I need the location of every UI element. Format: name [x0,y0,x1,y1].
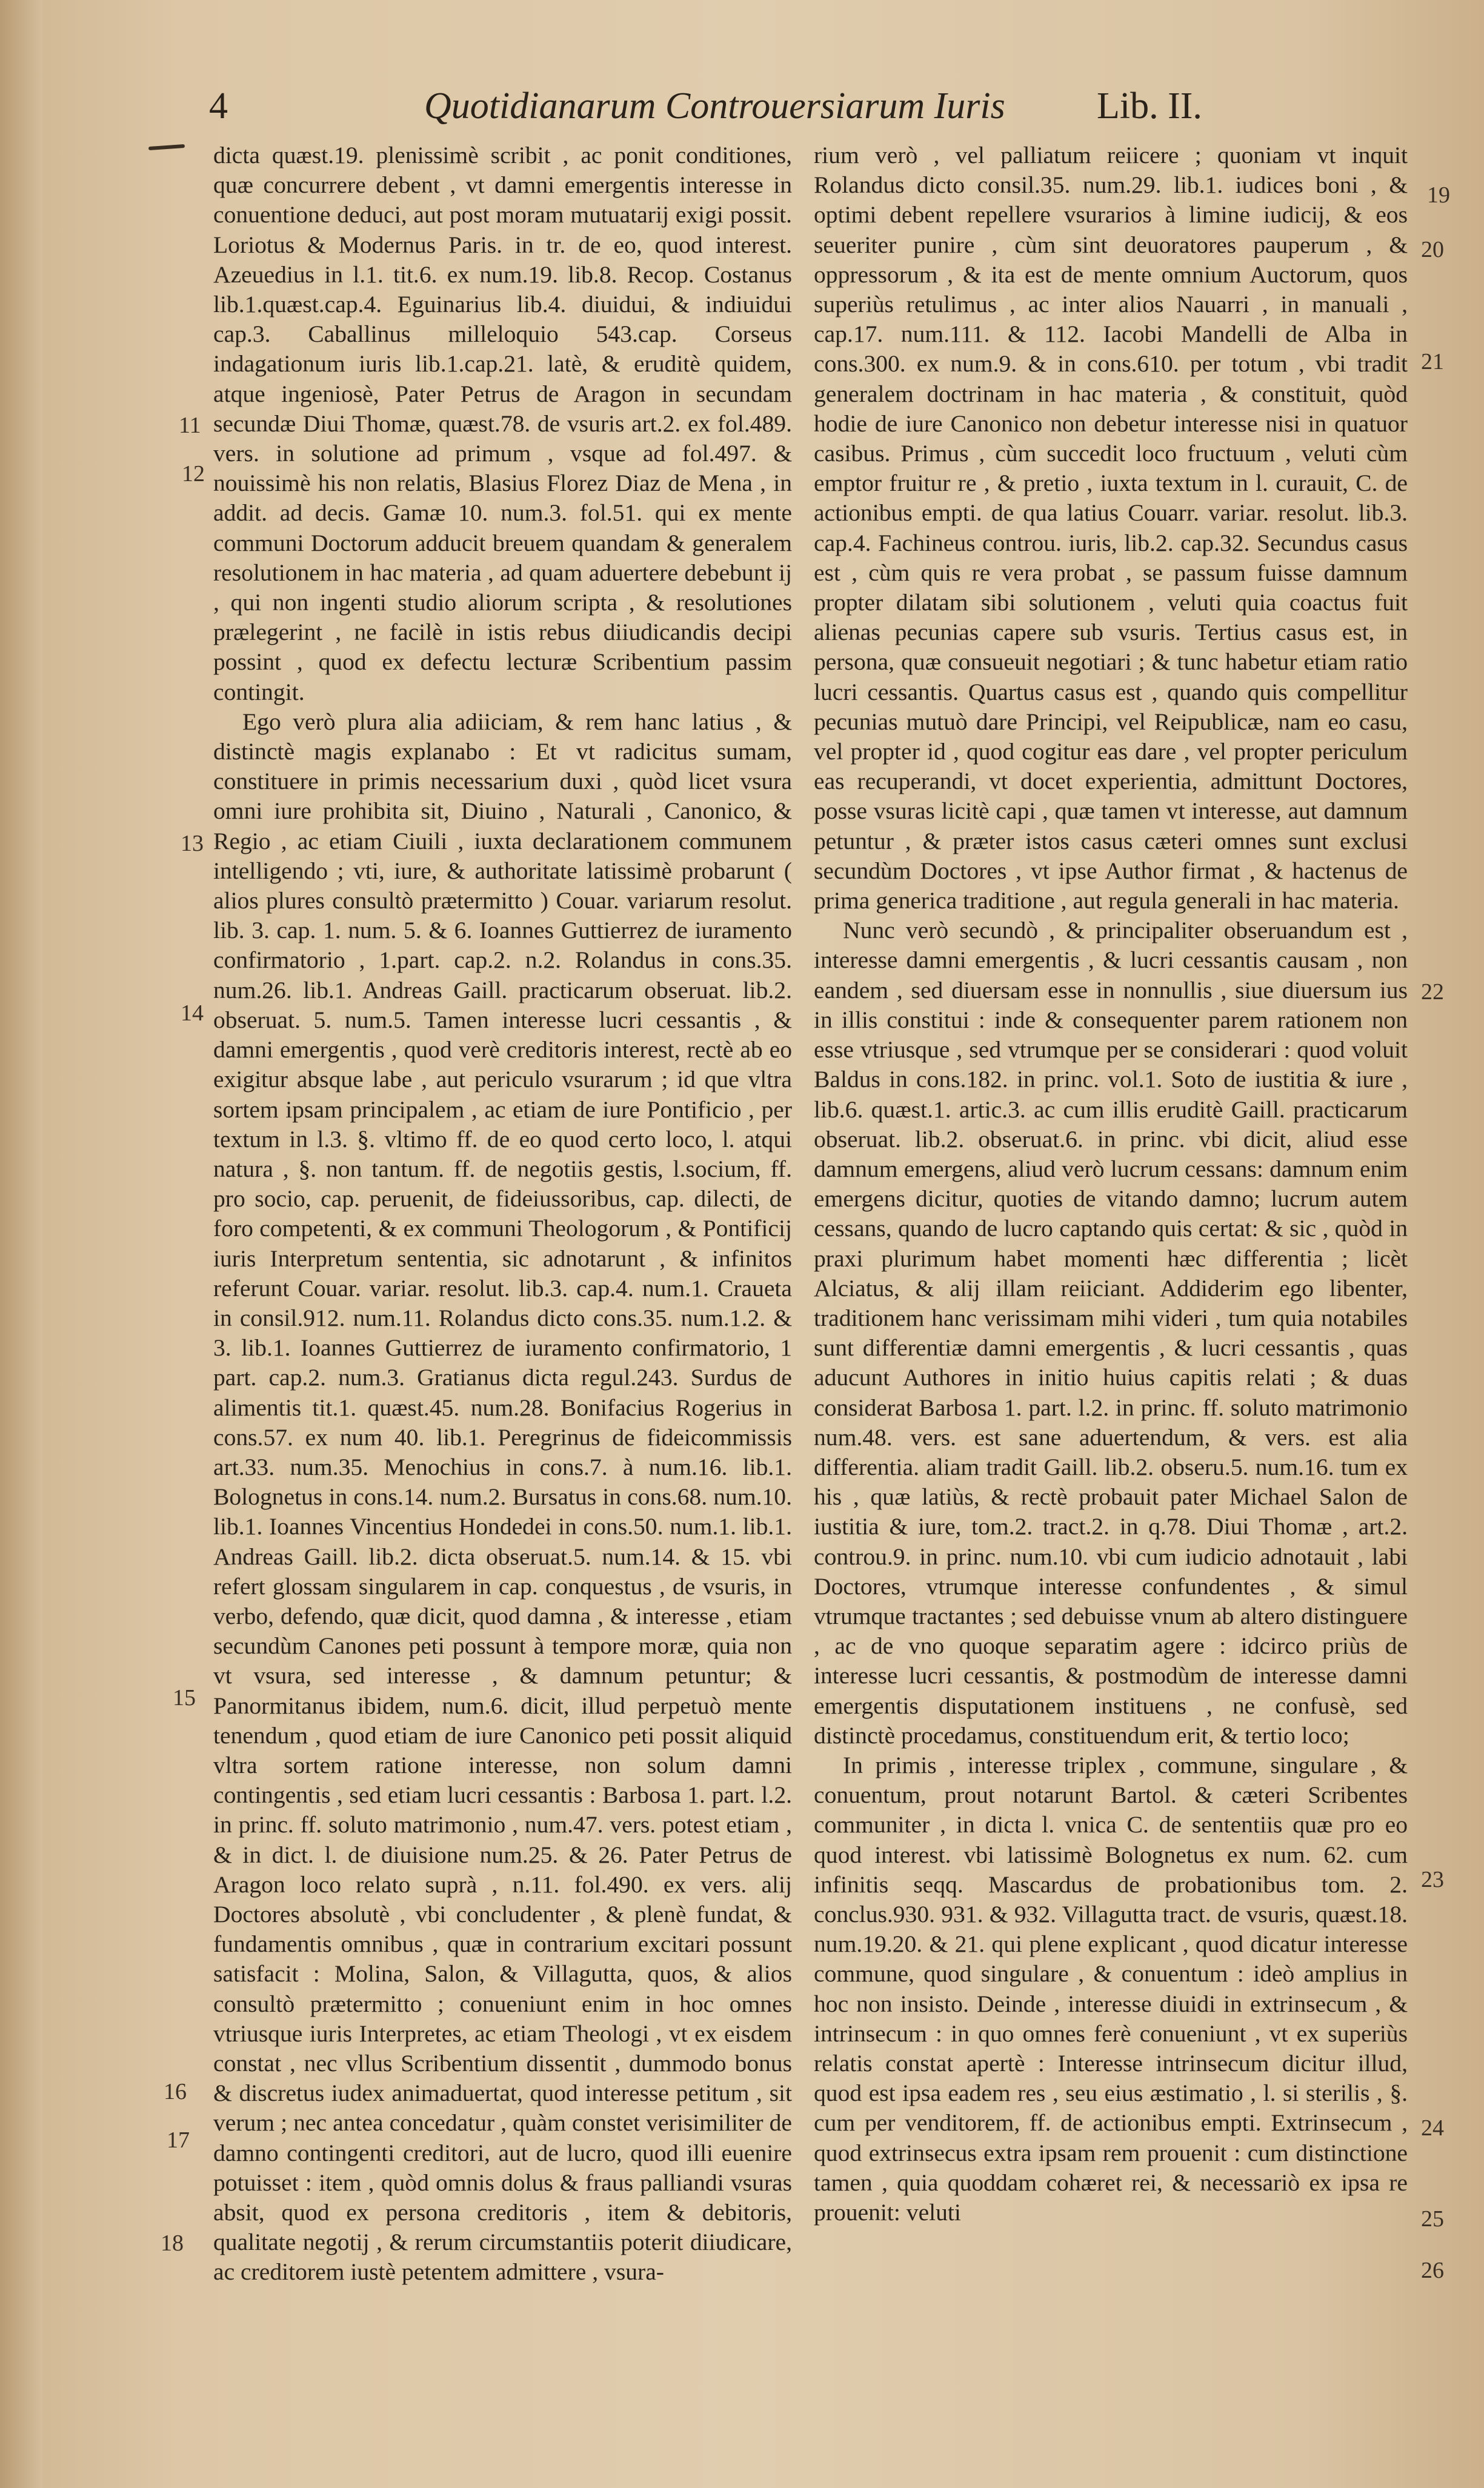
paragraph: dicta quæst.19. plenissimè scribit , ac ponit conditiones, quæ concurrere debent , vt damni emergentis interesse in conuentione deduci, aut post moram mutuatarij exigi possit. Loriotus & Modernus Paris. in tr. de eo, quod interest. Azeuedius in l.1. tit.6. ex num.19. lib.8. Recop. Costanus lib.1.quæst.cap.4. Eguinarius lib.4. diuidui, & indiuidui cap.3. Caballinus milleloquio 543.cap. Corseus indagationum iuris lib.1.cap.21. latè, & eruditè quidem, atque ingeniosè, Pater Petrus de Aragon in secundam secundæ Diui Thomæ, quæst.78. de vsuris art.2. ex fol.489. vers. in solutione ad primum , vsque ad fol.497. & nouissimè his non relatis, Blasius Florez Diaz de Mena , in addit. ad decis. Gamæ 10. num.3. fol.51. qui ex mente communi Doctorum adducit breuem quandam & generalem resolutionem in hac materia , ad quam aduertere debebunt ij , qui non ingenti studio aliorum scripta , & resolutiones prælegerint , ne facilè in istis rebus diiudicandis decipi possint , quod ex defectu lecturæ Scribentium passim contingit. [213,142,792,705]
margin-number: 21 [1421,349,1444,374]
paragraph: In primis , interesse triplex , commune, singulare , & conuentum, prout notarunt Bartol. & cæteri Scribentes communiter , in dicta l. vnica C. de sententiis quæ pro eo quod interest. vbi latissimè Bolognetus ex num. 62. cum infinitis seqq. Mascardus de probationibus tom. 2. conclus.930. 931. & 932. Villagutta tract. de vsuris, quæst.18. num.19.20. & 21. qui plene explicant , quod dicatur interesse commune, quod singulare , & conuentum : ideò amplius in hoc non insisto. Deinde , interesse diuidi in extrinsecum , & intrinsecum : in quo omnes ferè conueniunt , vt ex superiùs relatis constat apertè : Interesse intrinsecum dicitur illud, quod est ipsa eadem res , seu eius æstimatio , l. si sterilis , §. cum per venditorem, ff. de actionibus empti. Extrinsecum , quod extrinsecus extra ipsam rem prouenit : cum distinctione tamen , quia quoddam cohæret rei, & necessariò ex ipsa re prouenit: veluti [814,1751,1408,2226]
margin-number: 16 [164,2079,187,2104]
margin-number: 15 [173,1685,196,1711]
page-number: 4 [209,85,228,127]
margin-number: 11 [179,413,201,438]
margin-number: 13 [181,831,204,856]
margin-number: 24 [1421,2115,1444,2141]
margin-number: 20 [1421,237,1444,262]
ink-mark [148,144,185,150]
margin-number: 22 [1421,979,1444,1005]
left-text-column [213,141,792,2287]
paragraph: Ego verò plura alia adiiciam, & rem hanc latius , & distinctè magis explanabo : Et vt radicitus sumam, constituere in primis necessarium duxi , quòd licet vsura omni iure prohibita sit, Diuino , Naturali , Canonico, & Regio , ac etiam Ciuili , iuxta declarationem communem intelligendo ; vti, iure, & authoritate latissimè probarunt ( alios plures consultò prætermitto ) Couar. variarum resolut. lib. 3. cap. 1. num. 5. & 6. Ioannes Guttierrez de iuramento confirmatorio , 1.part. cap.2. n.2. Rolandus in cons.35. num.26. lib.1. Andreas Gaill. practicarum obseruat. lib.2. obseruat. 5. num.5. Tamen interesse lucri cessantis , & damni emergentis , quod verè creditoris interest, rectè ab eo exigitur absque labe , aut periculo vsurarum ; id que vltra sortem ipsam principalem , ac etiam de iure Pontificio , per textum in l.3. §. vltimo ff. de eo quod certo loco, l. atqui natura , §. non tantum. ff. de negotiis gestis, l.socium, ff. pro socio, cap. peruenit, de fideiussoribus, cap. dilecti, de foro competenti, & ex communi Theologorum , & Pontificij iuris Interpretum sententia, sic adnotarunt , & infinitos referunt Couar. variar. resolut. lib.3. cap.4. num.1. Craueta in consil.912. num.11. Rolandus dicto cons.35. num.1.2. & 3. lib.1. Ioannes Guttierrez de iuramento confirmatorio, 1 part. cap.2. num.3. Gratianus dicta regul.243. Surdus de alimentis tit.1. quæst.45. num.28. Bonifacius Rogerius in cons.57. ex num 40. lib.1. Peregrinus de fideicommissis art.33. num.35. Menochius in cons.7. à num.16. lib.1. Bolognetus in cons.14. num.2. Bursatus in cons.68. num.10. lib.1. Ioannes Vincentius Hondedei in cons.50. num.1. lib.1. Andreas Gaill. lib.2. dicta obseruat.5. num.14. & 15. vbi refert glossam singularem in cap. conquestus , de vsuris, in verbo, defendo, quæ dicit, quod damna , & interesse , etiam secundùm Canones peti possunt à tempore moræ, quia non vt vsura, sed interesse , & damnum petuntur; & Panormitanus ibidem, num.6. dicit, illud perpetuò mente tenendum , quod etiam de iure Canonico peti possit aliquid vltra sortem ratione interesse, non solum damni contingentis , sed etiam lucri cessantis : Barbosa 1. part. l.2. in princ. ff. soluto matrimonio , num.47. vers. potest etiam , & in dict. l. de diuisione num.25. & 26. Pater Petrus de Aragon loco relato suprà , n.11. fol.490. ex vers. alij Doctores absolutè , vbi concludenter , & plenè fundat, & fundamentis omnibus , quæ in contrarium excitari possunt satisfacit : Molina, Salon, & Villagutta, quos, & alios consultò prætermitto ; conueniunt enim in hoc omnes vtriusque iuris Interpretes, ac etiam Theologi , vt ex eisdem constat , nec vllus Scribentium dissentit , dummodo bonus & discretus iudex animaduertat, quod interesse petitum , sit verum ; nec antea concedatur , quàm constet verisimiliter de damno contingenti creditori, aut de lucro, quod illi euenire potuisset : item , quòd omnis dolus & fraus palliandi vsuras absit, quod ex persona creditoris , item & debitoris, qualitate negotij , & rerum circumstantiis poterit diiudicare, ac creditorem iustè petentem admittere , vsura- [213,708,792,2286]
margin-number: 25 [1421,2206,1444,2232]
margin-number: 14 [181,1000,204,1026]
margin-number: 12 [182,461,205,487]
book-number: Lib. II. [1097,85,1202,127]
page-gutter-shadow [0,0,42,2488]
paragraph: Nunc verò secundò , & principaliter obseruandum est , interesse damni emergentis , & lucri cessantis causam , non eandem , sed diuersam esse in nonnullis , siue diuersum ius in illis constitui : inde & consequenter parem rationem non esse vtriusque , sed vtrumque per se considerari : quod voluit Baldus in cons.182. in princ. vol.1. Soto de iustitia & iure , lib.6. quæst.1. artic.3. ac cum illis eruditè Gaill. practicarum obseruat. lib.2. obseruat.6. in princ. vbi dicit, aliud esse damnum emergens, aliud verò lucrum cessans: damnum enim emergens dicitur, quoties de vitando damno; lucrum autem cessans, quando de lucro captando quis certat: & sic , quòd in praxi plurimum habet momenti hæc differentia ; licèt Alciatus, & alij illam reiiciant. Addiderim ego libenter, traditionem hanc verissimam mihi videri , tum quia notabiles sunt differentiæ damni emergentis , & lucri cessantis , quas aducunt Authores in initio huius capitis relati ; & duas considerat Barbosa 1. part. l.2. in princ. ff. soluto matrimonio num.48. vers. est sane aduertendum, & vers. est alia differentia. aliam tradit Gaill. lib.2. obseru.5. num.16. tum ex his , quæ latiùs, & rectè probauit pater Michael Salon de iustitia & iure, tom.2. tract.2. in q.78. Diui Thomæ , art.2. controu.9. in princ. num.10. vbi cum iudicio adnotauit , labi Doctores, vtrumque interesse confundentes , & simul vtrumque tractantes ; sed debuisse vnum ab altero distinguere , ac de vno quoque separatim agere : idcirco priùs de interesse lucri cessantis, & postmodùm de interesse damni emergentis disputationem instituens , ne confusè, sed distinctè procedamus, constituendum erit, & tertio loco; [814,917,1408,1749]
margin-number: 19 [1427,182,1450,208]
margin-number: 26 [1421,2258,1444,2283]
margin-number: 17 [167,2127,190,2153]
margin-number: 23 [1421,1867,1444,1892]
right-text-column [814,141,1408,2227]
margin-number: 18 [161,2230,184,2256]
paragraph: rium verò , vel palliatum reiicere ; quoniam vt inquit Rolandus dicto consil.35. num.29. lib.1. iudices boni , & optimi debent repellere vsurarios à limine iudicij, & eos seueriter punire , cùm sint deuoratores pauperum , & oppressorum , & ita est de mente omnium Auctorum, quos superiùs retulimus , ac inter alios Nauarri , in manuali , cap.17. num.111. & 112. Iacobi Mandelli de Alba in cons.300. ex num.9. & in cons.610. per totum , vbi tradit generalem doctrinam in hac materia , & constituit, quòd hodie de iure Canonico non debetur interesse nisi in quatuor casibus. Primus , cùm succedit loco fructuum , veluti cùm emptor fruitur re , & pretio , iuxta textum in l. curauit, C. de actionibus empti. de qua latius Couarr. variar. resolut. lib.3. cap.4. Fachineus controu. iuris, lib.2. cap.32. Secundus casus est , cùm quis re vera probat , se passum fuisse damnum propter dilatam sibi solutionem , veluti quia coactus fuit alienas pecunias capere sub vsuris. Tertius casus est, in persona, quæ consueuit negotiari ; & tunc habetur etiam ratio lucri cessantis. Quartus casus est , quando quis compellitur pecunias mutuò dare Principi, vel Reipublicæ, nam eo casu, vel propter id , quod cogitur eas dare , vel propter periculum eas recuperandi, vt docet experientia, admittunt Doctores, posse vsuras licitè capi , quæ tamen vt interesse, aut damnum petuntur , & præter istos casus cæteri omnes sunt exclusi secundùm Doctores , vt ipse Author firmat , & hactenus de prima generica traditione , aut regula generali in hac materia. [814,142,1408,914]
running-title: Quotidianarum Controuersiarum Iuris [424,85,1005,127]
